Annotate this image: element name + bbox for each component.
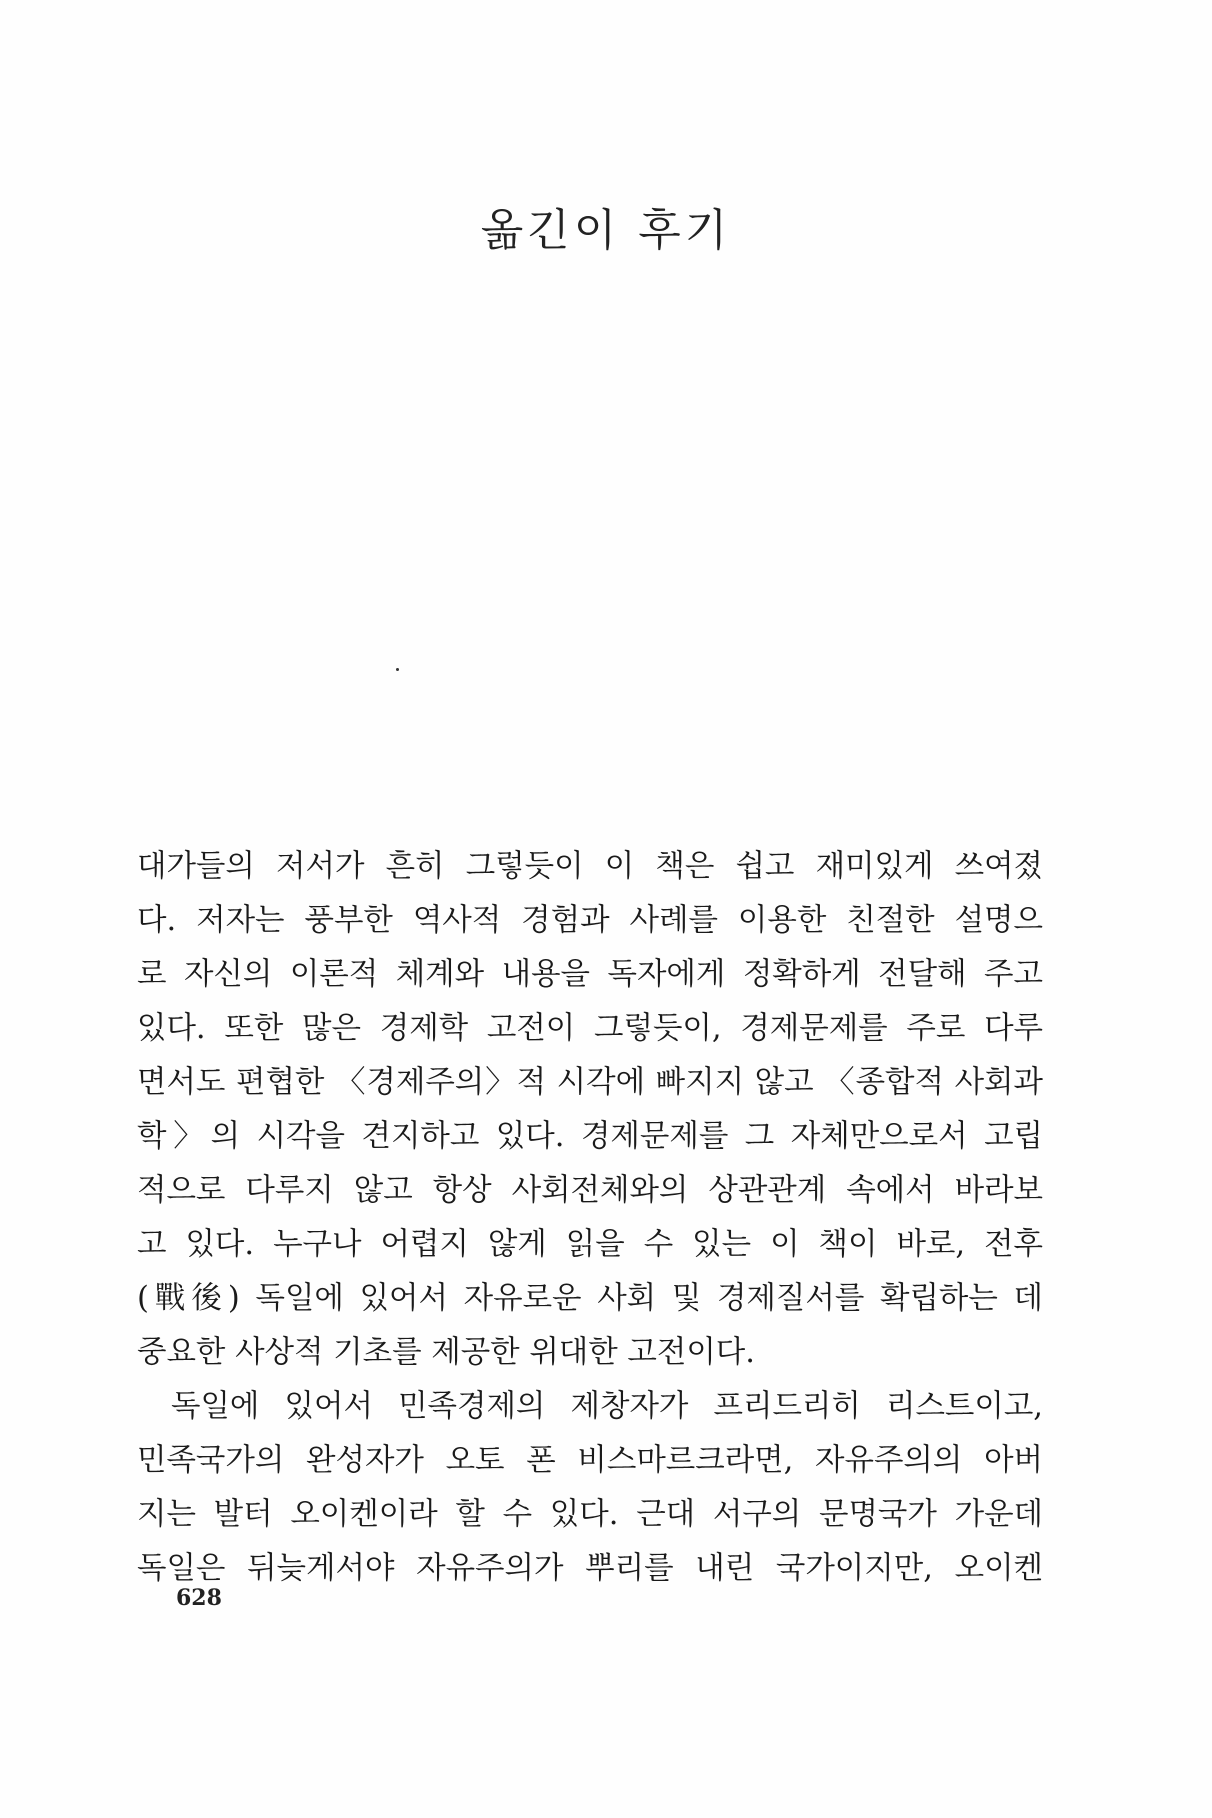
stray-ink-dot [396,668,399,671]
text-line: 독일에 있어서 민족경제의 제창자가 프리드리히 리스트이고, [171,1389,1043,1424]
text-line: 학〉의 시각을 견지하고 있다. 경제문제를 그 자체만으로서 고립 [137,1119,1043,1154]
text-line: 민족국가의 완성자가 오토 폰 비스마르크라면, 자유주의의 아버 [137,1443,1043,1478]
page-title: 옮긴이 후기 [480,205,732,256]
text-line: 중요한 사상적 기초를 제공한 위대한 고전이다. [137,1335,755,1370]
body-text [137,840,1043,1596]
text-line: 독일은 뒤늦게서야 자유주의가 뿌리를 내린 국가이지만, 오이켄 [137,1551,1043,1586]
text-line: (戰後) 독일에 있어서 자유로운 사회 및 경제질서를 확립하는 데 [137,1281,1043,1316]
text-line: 대가들의 저서가 흔히 그렇듯이 이 책은 쉽고 재미있게 쓰여졌 [137,849,1043,884]
text-line: 고 있다. 누구나 어렵지 않게 읽을 수 있는 이 책이 바로, 전후 [137,1227,1043,1262]
text-line: 적으로 다루지 않고 항상 사회전체와의 상관관계 속에서 바라보 [137,1173,1043,1208]
text-line: 다. 저자는 풍부한 역사적 경험과 사례를 이용한 친절한 설명으 [137,903,1043,938]
text-line: 지는 발터 오이켄이라 할 수 있다. 근대 서구의 문명국가 가운데 [137,1497,1043,1532]
page-number: 628 [176,1585,222,1611]
text-line: 면서도 편협한 〈경제주의〉적 시각에 빠지지 않고 〈종합적 사회과 [137,1065,1043,1100]
text-line: 로 자신의 이론적 체계와 내용을 독자에게 정확하게 전달해 주고 [137,957,1043,992]
text-line: 있다. 또한 많은 경제학 고전이 그렇듯이, 경제문제를 주로 다루 [137,1011,1043,1046]
paragraph-1 [137,840,1043,1380]
paragraph-2 [137,1380,1043,1596]
